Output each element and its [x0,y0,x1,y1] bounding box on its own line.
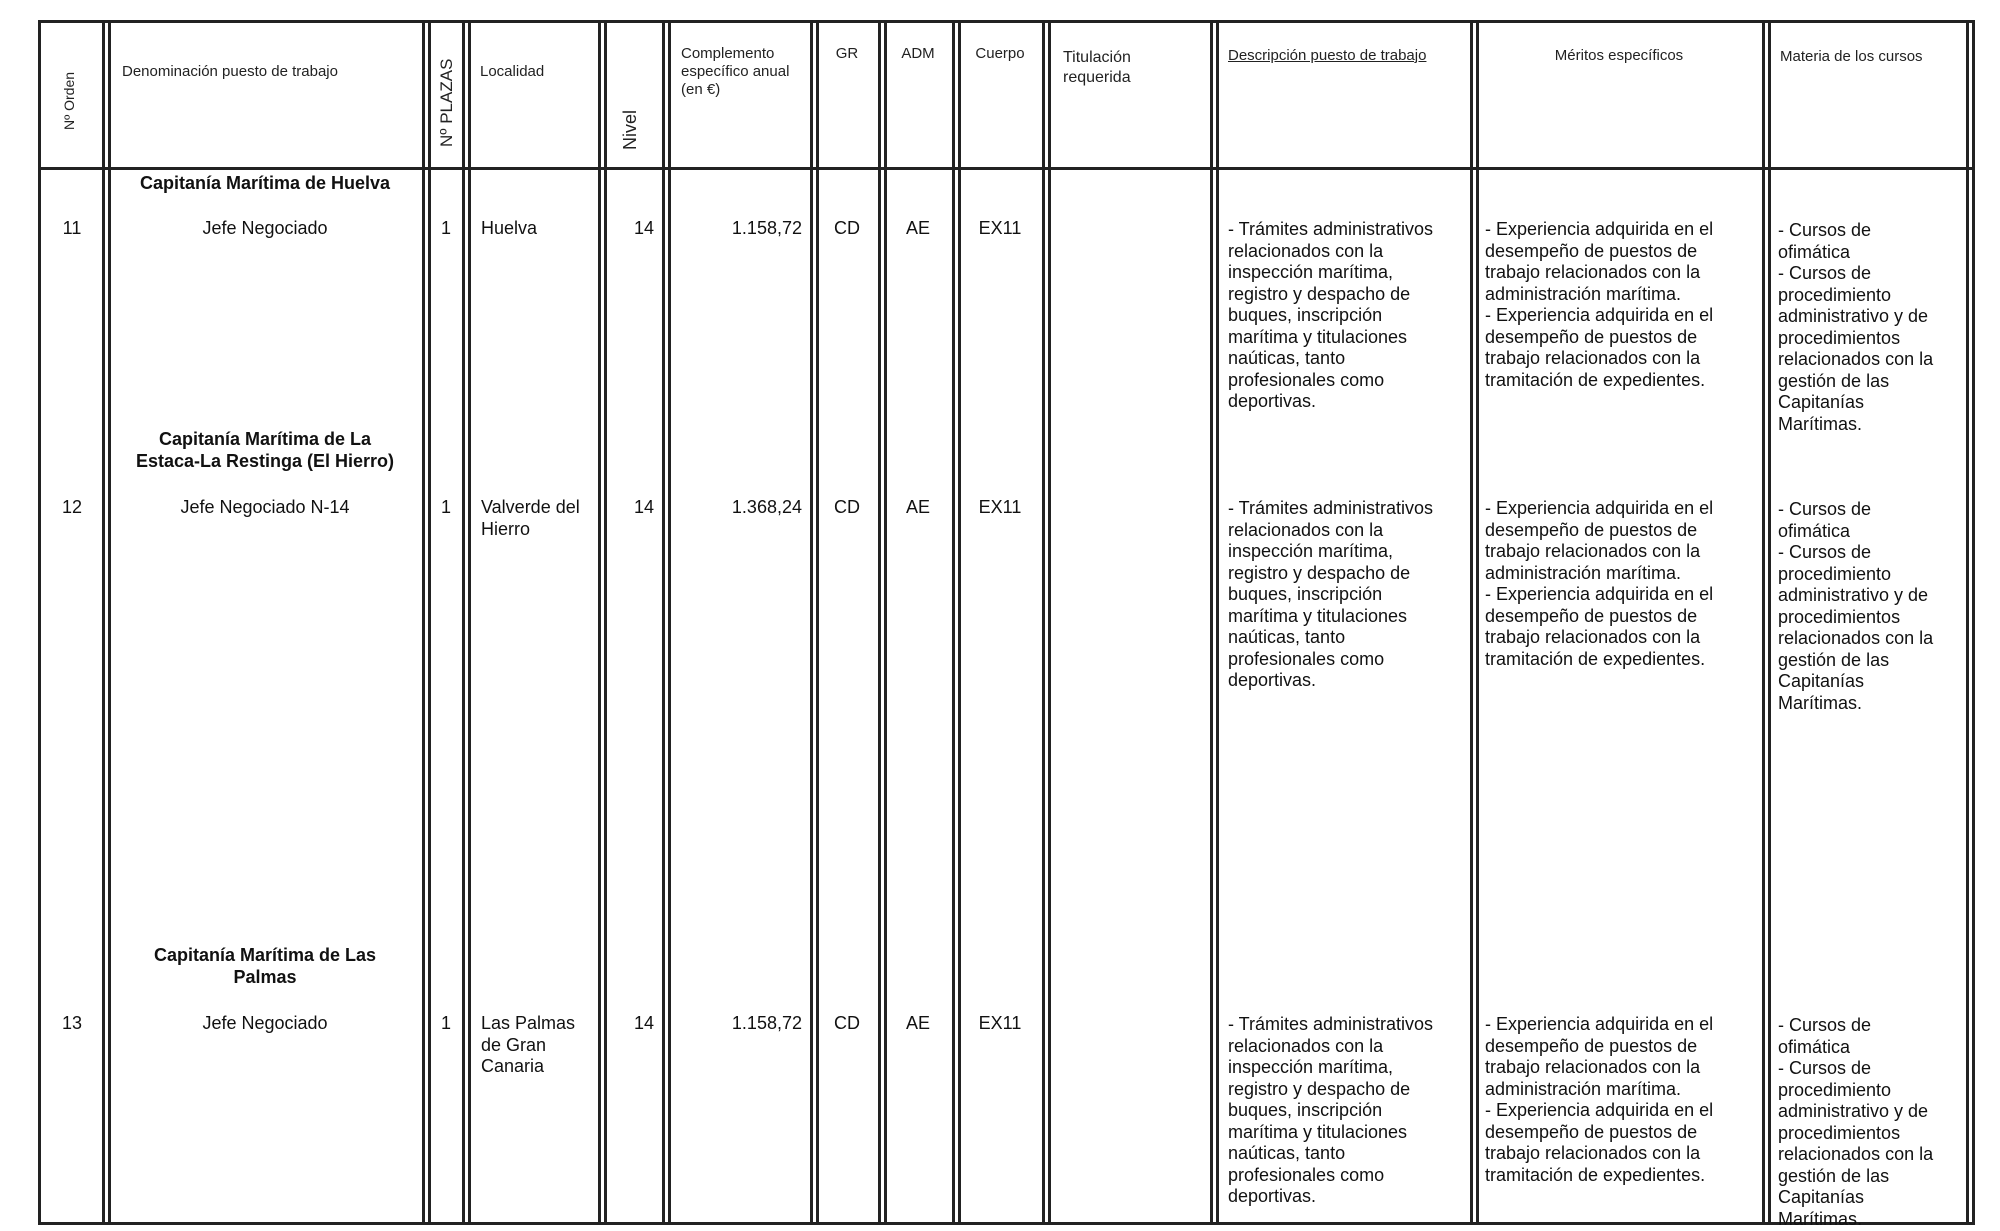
row-complemento: 1.158,72 [731,218,802,238]
row-nivel: 14 [633,218,654,238]
row-descripcion: - Trámites administrativos relacionados con la inspección marítima, registro y despacho de buques, inscripción marítima y titulaciones naúticas, tanto profesionales como deportivas. [1228,498,1434,690]
column-divider [1048,20,1051,1225]
column-divider [604,20,607,1225]
row-orden: 12 [61,497,83,517]
header-plazas: Nº PLAZAS [437,58,456,147]
row-meritos: - Experiencia adquirida en el desempeño de puestos de trabajo relacionados con la administración marítima. - Experiencia adquirida en el desempeño de puestos de trabajo relacionados con la tramitación de expedientes. [1485,498,1714,669]
row-orden: 13 [61,1013,83,1033]
column-divider [1476,20,1479,1225]
column-divider [958,20,961,1225]
column-divider [1042,20,1045,1225]
column-divider [462,20,465,1225]
row-denominacion: Jefe Negociado [202,1013,328,1033]
column-divider [428,20,431,1225]
header-denominacion: Denominación puesto de trabajo [122,63,338,80]
header-nivel: Nivel [620,109,640,150]
column-divider [1470,20,1473,1225]
row-complemento: 1.158,72 [731,1013,802,1033]
header-meritos: Méritos específicos [1554,47,1684,64]
row-denominacion: Jefe Negociado [202,218,328,238]
column-divider [422,20,425,1225]
row-meritos: - Experiencia adquirida en el desempeño de puestos de trabajo relacionados con la administración marítima. - Experiencia adquirida en el desempeño de puestos de trabajo relacionados con la tramitación de expedientes. [1485,1014,1714,1185]
row-descripcion: - Trámites administrativos relacionados con la inspección marítima, registro y despacho de buques, inscripción marítima y titulaciones naúticas, tanto profesionales como deportivas. [1228,1014,1434,1206]
row-gr: CD [834,497,860,517]
header-gr: GR [835,45,859,62]
header-descripcion: Descripción puesto de trabajo [1228,47,1427,64]
row-plazas: 1 [440,1013,451,1033]
section-title: Capitanía Marítima de Las Palmas [153,945,377,987]
row-plazas: 1 [440,218,451,238]
header-materia: Materia de los cursos [1780,48,1923,65]
row-cuerpo: EX11 [978,218,1022,238]
section-title: Capitanía Marítima de Huelva [139,173,391,193]
column-divider [884,20,887,1225]
row-adm: AE [905,218,930,238]
row-meritos: - Experiencia adquirida en el desempeño de puestos de trabajo relacionados con la administración marítima. - Experiencia adquirida en el desempeño de puestos de trabajo relacionados con la tramitación de expedientes. [1485,219,1714,390]
column-divider [1216,20,1219,1225]
table-top-border [38,20,1972,23]
column-divider [816,20,819,1225]
row-orden: 11 [62,218,82,238]
column-divider [38,20,41,1225]
column-divider [1210,20,1213,1225]
row-materia: - Cursos de ofimática - Cursos de procedimiento administrativo y de procedimientos relacionados con la gestión de las Capitanías Marítimas. [1778,1015,1934,1229]
row-localidad: Valverde del Hierro [481,497,580,539]
column-divider [668,20,671,1225]
row-materia: - Cursos de ofimática - Cursos de procedimiento administrativo y de procedimientos relacionados con la gestión de las Capitanías Marítimas. [1778,220,1934,434]
header-cuerpo: Cuerpo [975,45,1025,62]
column-divider [878,20,881,1225]
row-adm: AE [905,497,930,517]
section-title: Capitanía Marítima de La Estaca-La Restinga (El Hierro) [135,429,395,471]
row-plazas: 1 [440,497,451,517]
column-divider [598,20,601,1225]
row-cuerpo: EX11 [978,497,1022,517]
column-divider [1966,20,1969,1225]
row-nivel: 14 [633,497,654,517]
column-divider [952,20,955,1225]
row-cuerpo: EX11 [978,1013,1022,1033]
row-gr: CD [834,218,860,238]
header-bottom-border [38,167,1972,170]
column-divider [1768,20,1771,1225]
column-divider [102,20,105,1225]
column-divider [1762,20,1765,1225]
table-bottom-border [38,1222,1972,1225]
header-complemento: Complemento específico anual (en €) [681,45,790,98]
row-localidad: Las Palmas de Gran Canaria [481,1013,576,1076]
header-adm: ADM [901,45,935,62]
column-divider [810,20,813,1225]
column-divider [662,20,665,1225]
header-orden: Nº Orden [61,71,77,130]
row-localidad: Huelva [481,218,538,238]
column-divider [468,20,471,1225]
header-localidad: Localidad [480,63,545,80]
row-materia: - Cursos de ofimática - Cursos de procedimiento administrativo y de procedimientos relacionados con la gestión de las Capitanías Marítimas. [1778,499,1934,713]
column-divider [1972,20,1975,1225]
row-nivel: 14 [633,1013,654,1033]
row-denominacion: Jefe Negociado N-14 [180,497,350,517]
row-gr: CD [834,1013,860,1033]
row-adm: AE [905,1013,930,1033]
column-divider [108,20,111,1225]
row-descripcion: - Trámites administrativos relacionados con la inspección marítima, registro y despacho de buques, inscripción marítima y titulaciones naúticas, tanto profesionales como deportivas. [1228,219,1434,411]
header-titulacion: Titulación requerida [1063,49,1131,86]
row-complemento: 1.368,24 [731,497,802,517]
